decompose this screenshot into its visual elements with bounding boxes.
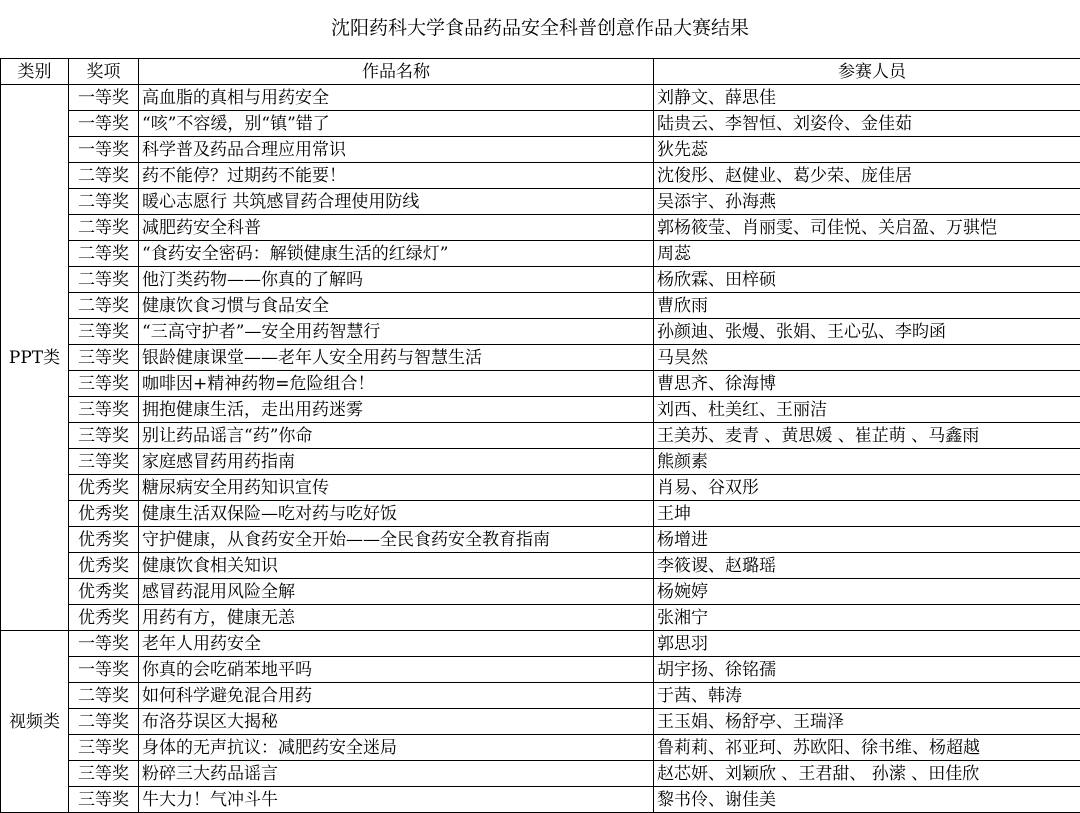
award-cell: 三等奖	[69, 735, 139, 761]
award-cell: 二等奖	[69, 163, 139, 189]
table-row	[1, 111, 1080, 137]
table-row	[1, 501, 1080, 527]
work-title-cell: 高血脂的真相与用药安全	[139, 85, 654, 111]
table-row	[1, 215, 1080, 241]
members-cell: 马昊然	[654, 345, 1080, 371]
members-cell: 沈俊彤、赵健业、葛少荣、庞佳居	[654, 163, 1080, 189]
table-row	[1, 189, 1080, 215]
work-title-cell: 药不能停？过期药不能要！	[139, 163, 654, 189]
table-row	[1, 137, 1080, 163]
table-header-row	[1, 59, 1080, 85]
members-cell: 曹思齐、徐海博	[654, 371, 1080, 397]
award-cell: 二等奖	[69, 241, 139, 267]
award-cell: 三等奖	[69, 371, 139, 397]
work-title-cell: 健康生活双保险—吃对药与吃好饭	[139, 501, 654, 527]
work-title-cell: 健康饮食习惯与食品安全	[139, 293, 654, 319]
members-cell: 鲁莉莉、祁亚珂、苏欧阳、徐书维、杨超越	[654, 735, 1080, 761]
award-cell: 三等奖	[69, 345, 139, 371]
members-cell: 肖易、谷双彤	[654, 475, 1080, 501]
award-cell: 优秀奖	[69, 579, 139, 605]
category-cell: 视频类	[1, 631, 69, 813]
work-title-cell: 他汀类药物——你真的了解吗	[139, 267, 654, 293]
header-members: 参赛人员	[654, 59, 1080, 85]
members-cell: 刘西、杜美红、王丽洁	[654, 397, 1080, 423]
table-row	[1, 761, 1080, 787]
award-cell: 一等奖	[69, 85, 139, 111]
members-cell: 孙颜迪、张熳、张娟、王心弘、李昀函	[654, 319, 1080, 345]
work-title-cell: 科学普及药品合理应用常识	[139, 137, 654, 163]
work-title-cell: “咳”不容缓，别“镇”错了	[139, 111, 654, 137]
members-cell: 熊颜素	[654, 449, 1080, 475]
members-cell: 王坤	[654, 501, 1080, 527]
work-title-cell: 别让药品谣言“药”你命	[139, 423, 654, 449]
award-cell: 三等奖	[69, 761, 139, 787]
members-cell: 陆贵云、李智恒、刘姿伶、金佳茹	[654, 111, 1080, 137]
award-cell: 三等奖	[69, 787, 139, 813]
work-title-cell: 银龄健康课堂——老年人安全用药与智慧生活	[139, 345, 654, 371]
header-work: 作品名称	[139, 59, 654, 85]
table-row	[1, 241, 1080, 267]
table-row	[1, 475, 1080, 501]
members-cell: 王美苏、麦青 、黄思媛 、崔芷萌 、马鑫雨	[654, 423, 1080, 449]
members-cell: 胡宇扬、徐铭孺	[654, 657, 1080, 683]
table-row	[1, 631, 1080, 657]
table-row	[1, 787, 1080, 813]
header-award: 奖项	[69, 59, 139, 85]
members-cell: 李筱谡、赵璐瑶	[654, 553, 1080, 579]
members-cell: 吴添宇、孙海燕	[654, 189, 1080, 215]
category-cell: PPT类	[1, 85, 69, 631]
award-cell: 三等奖	[69, 449, 139, 475]
table-row	[1, 319, 1080, 345]
members-cell: 郭杨筱莹、肖丽雯、司佳悦、关启盈、万骐恺	[654, 215, 1080, 241]
table-row	[1, 579, 1080, 605]
award-cell: 二等奖	[69, 709, 139, 735]
members-cell: 周蕊	[654, 241, 1080, 267]
table-row	[1, 735, 1080, 761]
award-cell: 三等奖	[69, 319, 139, 345]
table-row	[1, 163, 1080, 189]
work-title-cell: 用药有方，健康无恙	[139, 605, 654, 631]
members-cell: 郭思羽	[654, 631, 1080, 657]
members-cell: 曹欣雨	[654, 293, 1080, 319]
members-cell: 狄先蕊	[654, 137, 1080, 163]
award-cell: 一等奖	[69, 137, 139, 163]
table-row	[1, 657, 1080, 683]
award-cell: 优秀奖	[69, 475, 139, 501]
work-title-cell: 粉碎三大药品谣言	[139, 761, 654, 787]
work-title-cell: 布洛芬误区大揭秘	[139, 709, 654, 735]
members-cell: 杨欣霖、田梓硕	[654, 267, 1080, 293]
members-cell: 杨增进	[654, 527, 1080, 553]
work-title-cell: 暖心志愿行 共筑感冒药合理使用防线	[139, 189, 654, 215]
work-title-cell: 身体的无声抗议：减肥药安全迷局	[139, 735, 654, 761]
header-category: 类别	[1, 59, 69, 85]
members-cell: 杨婉婷	[654, 579, 1080, 605]
table-row	[1, 605, 1080, 631]
work-title-cell: 感冒药混用风险全解	[139, 579, 654, 605]
work-title-cell: “食药安全密码：解锁健康生活的红绿灯”	[139, 241, 654, 267]
members-cell: 王玉娟、杨舒亭、王瑞泽	[654, 709, 1080, 735]
members-cell: 刘静文、薛思佳	[654, 85, 1080, 111]
table-row	[1, 85, 1080, 111]
work-title-cell: “三高守护者”—安全用药智慧行	[139, 319, 654, 345]
work-title-cell: 牛大力！气冲斗牛	[139, 787, 654, 813]
award-cell: 优秀奖	[69, 501, 139, 527]
work-title-cell: 老年人用药安全	[139, 631, 654, 657]
award-cell: 二等奖	[69, 189, 139, 215]
award-cell: 二等奖	[69, 215, 139, 241]
work-title-cell: 拥抱健康生活，走出用药迷雾	[139, 397, 654, 423]
table-row	[1, 449, 1080, 475]
table-row	[1, 553, 1080, 579]
table-row	[1, 423, 1080, 449]
work-title-cell: 咖啡因+精神药物=危险组合！	[139, 371, 654, 397]
award-cell: 一等奖	[69, 631, 139, 657]
work-title-cell: 守护健康，从食药安全开始——全民食药安全教育指南	[139, 527, 654, 553]
table-row	[1, 371, 1080, 397]
award-cell: 二等奖	[69, 293, 139, 319]
table-body	[1, 85, 1080, 813]
table-row	[1, 267, 1080, 293]
award-cell: 二等奖	[69, 267, 139, 293]
table-row	[1, 527, 1080, 553]
work-title-cell: 如何科学避免混合用药	[139, 683, 654, 709]
award-cell: 一等奖	[69, 657, 139, 683]
table-row	[1, 397, 1080, 423]
table-row	[1, 683, 1080, 709]
work-title-cell: 健康饮食相关知识	[139, 553, 654, 579]
award-cell: 优秀奖	[69, 527, 139, 553]
results-table	[0, 58, 1080, 813]
table-row	[1, 709, 1080, 735]
award-cell: 三等奖	[69, 397, 139, 423]
award-cell: 优秀奖	[69, 553, 139, 579]
work-title-cell: 减肥药安全科普	[139, 215, 654, 241]
members-cell: 张湘宁	[654, 605, 1080, 631]
members-cell: 赵芯妍、刘颖欣 、王君甜、 孙潆 、田佳欣	[654, 761, 1080, 787]
members-cell: 黎书伶、谢佳美	[654, 787, 1080, 813]
work-title-cell: 家庭感冒药用药指南	[139, 449, 654, 475]
work-title-cell: 你真的会吃硝苯地平吗	[139, 657, 654, 683]
award-cell: 二等奖	[69, 683, 139, 709]
table-row	[1, 293, 1080, 319]
work-title-cell: 糖尿病安全用药知识宣传	[139, 475, 654, 501]
award-cell: 三等奖	[69, 423, 139, 449]
table-row	[1, 345, 1080, 371]
page-title: 沈阳药科大学食品药品安全科普创意作品大赛结果	[0, 16, 1080, 40]
award-cell: 一等奖	[69, 111, 139, 137]
award-cell: 优秀奖	[69, 605, 139, 631]
members-cell: 于茜、韩涛	[654, 683, 1080, 709]
